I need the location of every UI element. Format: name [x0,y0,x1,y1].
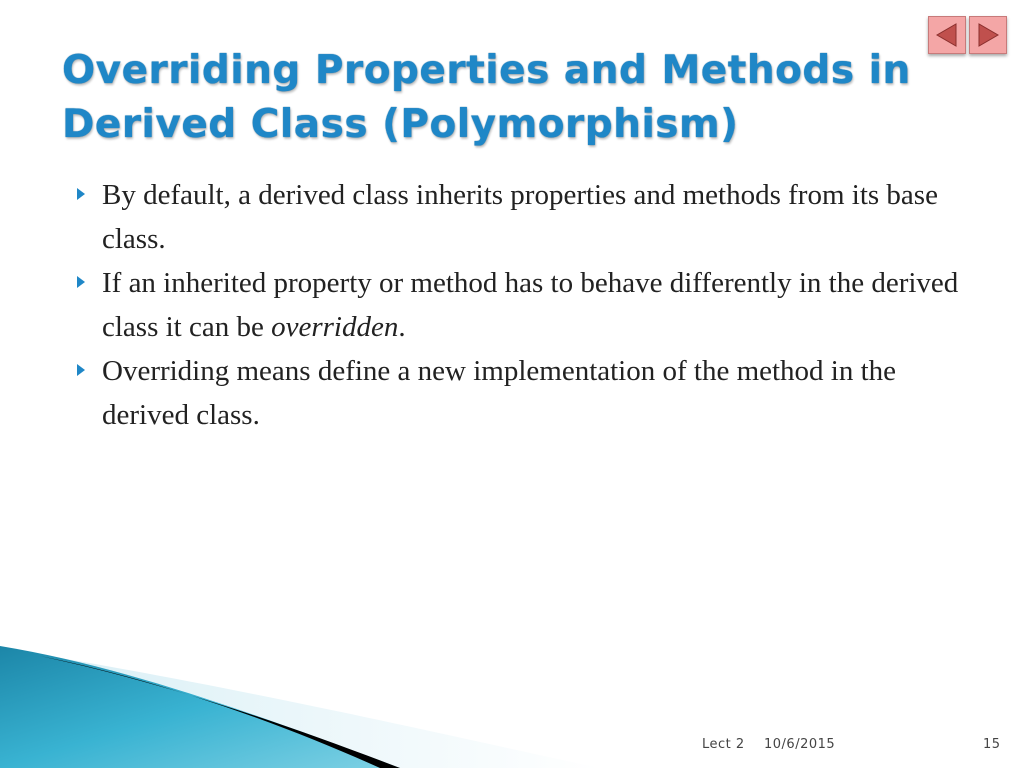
bullet-text: By default, a derived class inherits properties and methods from its base class. [102,179,938,255]
bullet-item [72,173,972,261]
bullet-text: If an inherited property or method has to behave differently in the derived class it can be [102,267,959,343]
slide-title: Overriding Properties and Methods in Derived Class (Polymorphism) [62,48,911,147]
slide-navigation [928,16,1007,54]
next-slide-button[interactable] [969,16,1007,54]
bullet-list [72,173,972,437]
bullet-item [72,261,972,349]
decorative-swoosh [0,638,1024,768]
footer-date: 10/6/2015 [764,737,836,752]
bullet-item [72,349,972,437]
arrow-left-icon [934,22,960,48]
bullet-text: Overriding means define a new implementation of the method in the derived class. [102,355,897,431]
triangle-right-icon [74,271,88,293]
previous-slide-button[interactable] [928,16,966,54]
bullet-text-end: . [398,311,406,343]
triangle-right-icon [74,183,88,205]
emphasized-term: overridden [271,311,399,343]
slide-number: 15 [983,737,1001,752]
arrow-right-icon [975,22,1001,48]
footer-lecture: Lect 2 [702,737,745,752]
triangle-right-icon [74,359,88,381]
